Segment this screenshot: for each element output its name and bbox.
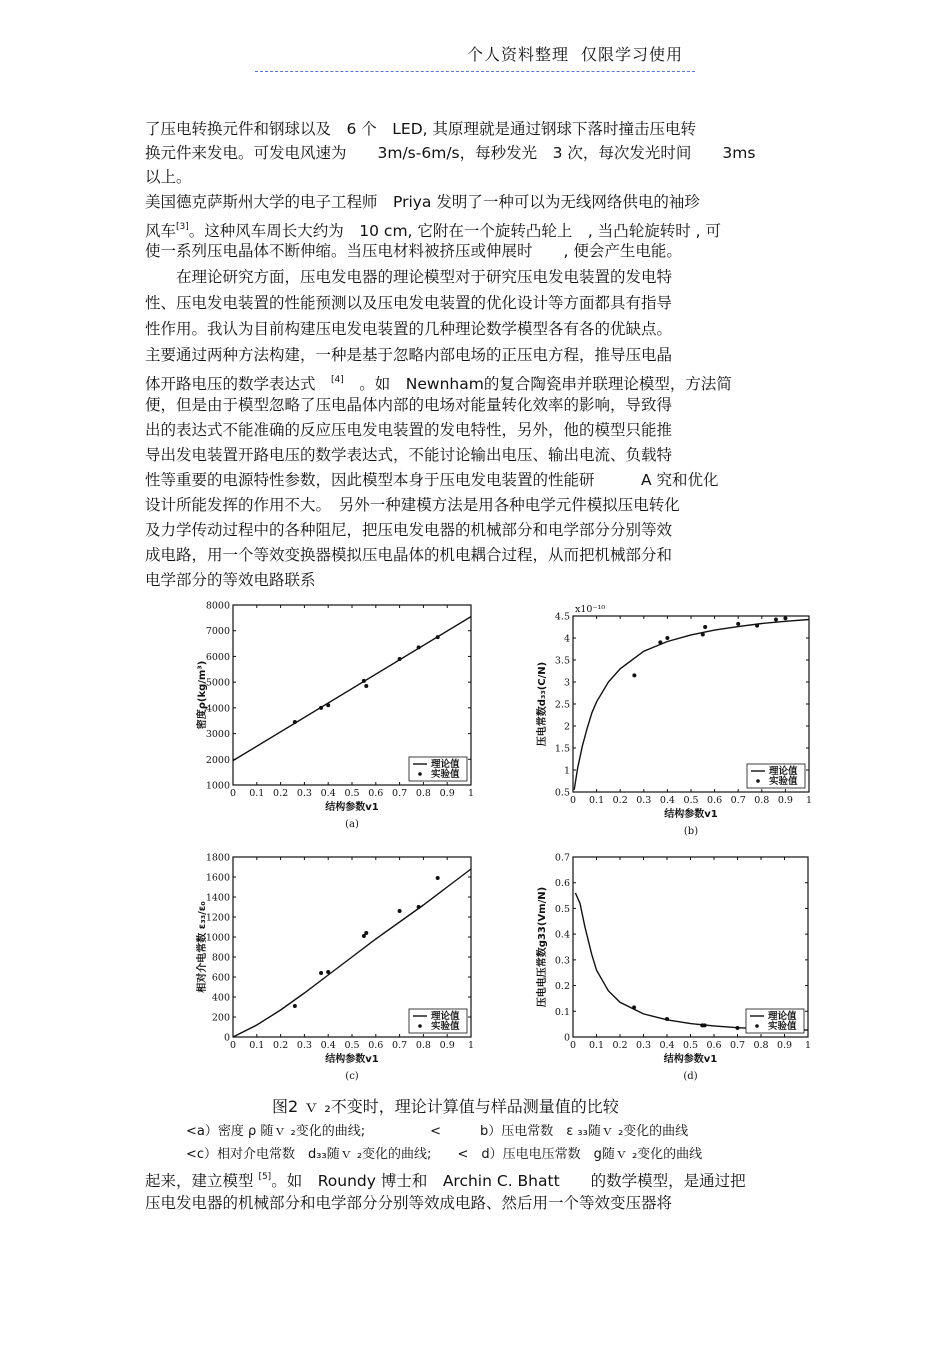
- x-tick-label: 0.4: [659, 795, 675, 806]
- experiment-point: [293, 1004, 297, 1008]
- x-tick-label: 1: [467, 1040, 475, 1051]
- x-tick-label: 0.9: [776, 1040, 793, 1051]
- y-tick-label: 800: [211, 952, 230, 964]
- experiment-point: [783, 616, 787, 620]
- y-tick-label: 2: [563, 721, 570, 733]
- experiment-point: [326, 970, 330, 974]
- x-tick-label: 0.2: [612, 795, 628, 806]
- experiment-point: [319, 971, 323, 975]
- page-header: [255, 42, 695, 72]
- experiment-point: [436, 635, 440, 639]
- paragraph-line: 压电发电器的机械部分和电学部分分别等效成电路、然后用一个等效变压器将: [145, 1194, 673, 1212]
- paragraph-line: 成电路，用一个等效变换器模拟压电晶体的机电耦合过程，从而把机械部分和: [145, 546, 673, 564]
- x-tick-label: 0.6: [707, 795, 723, 806]
- x-tick-label: 0.8: [415, 1040, 431, 1051]
- header-right-text: 仅限学习使用: [580, 45, 683, 64]
- paragraph-line: 电学部分的等效电路联系: [145, 571, 316, 589]
- x-tick-label: 0.1: [249, 1040, 265, 1051]
- figure-panel-a: [185, 598, 485, 838]
- x-tick-label: 0.9: [777, 795, 793, 806]
- experiment-point: [398, 909, 402, 913]
- y-tick-label: 200: [211, 1012, 230, 1024]
- experiment-point: [665, 636, 669, 640]
- paragraph-line: 导出发电装置开路电压的数学表达式，不能讨论输出电压、输出电流、负载特: [145, 446, 673, 464]
- x-tick-label: 0.7: [392, 788, 408, 799]
- x-tick-label: 0.6: [368, 788, 384, 799]
- x-tick-label: 0.1: [588, 1040, 605, 1051]
- y-tick-label: 5000: [205, 677, 230, 689]
- legend-experiment-label: 实验值: [431, 1021, 460, 1032]
- legend-experiment-label: 实验值: [431, 769, 460, 780]
- y-tick-label: 400: [211, 992, 230, 1004]
- experiment-point: [736, 1026, 740, 1030]
- x-tick-label: 0.5: [682, 1040, 699, 1051]
- experiment-point: [293, 720, 297, 724]
- y-tick-label: 0: [223, 1032, 230, 1044]
- y-tick-label: 1600: [205, 872, 230, 884]
- y-tick-label: 2.5: [554, 699, 570, 711]
- x-tick-label: 0.3: [296, 788, 312, 799]
- y-tick-label: 4.5: [554, 611, 570, 623]
- y-tick-label: 1800: [205, 852, 230, 864]
- paragraph-line: 性等重要的电源特性参数，因此模型本身于压电发电装置的性能研 A 究和优化: [145, 471, 719, 489]
- experiment-point: [398, 657, 402, 661]
- y-tick-label: 1000: [205, 932, 230, 944]
- experiment-point: [364, 684, 368, 688]
- x-tick-label: 0.7: [729, 1040, 746, 1051]
- paragraph-line: 风车[3]。这种风车周长大约为 10 cm, 它附在一个旋转凸轮上 , 当凸轮旋转时 , 可: [145, 222, 722, 240]
- experiment-point: [417, 905, 421, 909]
- y-exponent-label: x10⁻¹⁰: [575, 604, 606, 615]
- y-tick-label: 1: [563, 765, 570, 777]
- paragraph-line: 性、压电发电装置的性能预测以及压电发电装置的优化设计等方面都具有指导: [145, 294, 673, 312]
- x-tick-label: 0.2: [273, 1040, 289, 1051]
- legend-theory-label: 理论值: [431, 1011, 460, 1022]
- paragraph-line: 便，但是由于模型忽略了压电晶体内部的电场对能量转化效率的影响，导致得: [145, 396, 673, 414]
- experiment-point: [774, 618, 778, 622]
- x-tick-label: 0.3: [635, 1040, 652, 1051]
- x-tick-label: 0.3: [296, 1040, 312, 1051]
- paragraph-line: 使一系列压电晶体不断伸缩。当压电材料被挤压或伸展时 , 便会产生电能。: [145, 242, 682, 260]
- x-tick-label: 0.4: [320, 788, 336, 799]
- y-tick-label: 0.6: [554, 878, 570, 890]
- experiment-point: [362, 679, 366, 683]
- paragraph-line: 以上。: [145, 168, 192, 186]
- x-tick-label: 0.6: [368, 1040, 384, 1051]
- x-tick-label: 0.5: [344, 1040, 360, 1051]
- experiment-point: [665, 1017, 669, 1021]
- paragraph-line: 在理论研究方面，压电发电器的理论模型对于研究压电发电装置的发电特: [145, 268, 673, 286]
- legend-point-marker: [418, 772, 422, 776]
- legend-point-marker: [756, 779, 760, 783]
- x-tick-label: 0.3: [636, 795, 652, 806]
- figure-caption: 图2 ｖ ₂不变时，理论计算值与样品测量值的比较: [272, 1097, 619, 1116]
- y-tick-label: 8000: [205, 600, 230, 612]
- x-tick-label: 0.2: [273, 788, 289, 799]
- paragraph-line: 出的表达式不能准确的反应压电发电装置的发电特性，另外，他的模型只能推: [145, 421, 673, 439]
- y-tick-label: 0.2: [554, 981, 570, 993]
- y-tick-label: 1000: [205, 780, 230, 792]
- chart-d: [533, 848, 823, 1088]
- x-axis-label: 结构参数v1: [664, 809, 718, 820]
- panel-label: (c): [345, 1071, 359, 1082]
- x-tick-label: 0.1: [249, 788, 265, 799]
- experiment-point: [755, 624, 759, 628]
- legend-theory-label: 理论值: [768, 1011, 797, 1022]
- experiment-point: [703, 1023, 707, 1027]
- y-tick-label: 4: [563, 633, 570, 645]
- paragraph-line: 性作用。我认为目前构建压电发电装置的几种理论数学模型各有各的优缺点。: [145, 320, 673, 338]
- paragraph-line: 体开路电压的数学表达式 [4] 。如 Newnham的复合陶瓷串并联理论模型，方法简: [145, 375, 732, 393]
- legend-point-marker: [418, 1024, 422, 1028]
- paragraph-line: 设计所能发挥的作用不大。 另外一种建模方法是用各种电学元件模拟压电转化: [145, 496, 680, 514]
- experiment-point: [417, 645, 421, 649]
- paragraph-line: 起来，建立模型 [5]。如 Roundy 博士和 Archin C. Bhatt 的数学模型，是通过把: [145, 1172, 746, 1190]
- y-tick-label: 7000: [205, 626, 230, 638]
- y-tick-label: 3: [563, 677, 570, 689]
- paragraph-line: 了压电转换元件和钢球以及 6 个 LED, 其原理就是通过钢球下落时撞击压电转: [145, 120, 697, 138]
- experiment-point: [364, 931, 368, 935]
- y-axis-label: 密度ρ(kg/m³): [197, 660, 208, 730]
- panel-label: (d): [683, 1071, 698, 1082]
- y-tick-label: 0: [563, 1032, 570, 1044]
- chart-a: [185, 598, 485, 838]
- y-tick-label: 0.7: [554, 852, 570, 864]
- panel-label: (a): [345, 819, 359, 830]
- experiment-point: [736, 622, 740, 626]
- x-tick-label: 0.4: [320, 1040, 336, 1051]
- sub-caption-2: <c）相对介电常数 d₃₃随ｖ ₂变化的曲线; < d）压电电压常数 g随ｖ ₂变化的曲线: [186, 1147, 703, 1162]
- figure-panel-d: [533, 848, 823, 1088]
- figure-panel-b: [533, 598, 823, 842]
- x-tick-label: 0: [569, 795, 577, 806]
- y-tick-label: 0.5: [554, 903, 570, 915]
- x-tick-label: 1: [804, 1040, 812, 1051]
- x-tick-label: 0: [569, 1040, 577, 1051]
- experiment-point: [658, 640, 662, 644]
- x-tick-label: 0: [229, 788, 237, 799]
- x-tick-label: 0.5: [683, 795, 699, 806]
- legend-experiment-label: 实验值: [769, 776, 798, 787]
- x-tick-label: 1: [467, 788, 475, 799]
- y-axis-label: 压电常数d₃₃(C/N): [537, 661, 548, 747]
- experiment-point: [436, 876, 440, 880]
- legend-theory-label: 理论值: [431, 759, 460, 770]
- x-axis-label: 结构参数v1: [325, 1054, 379, 1065]
- x-tick-label: 0: [229, 1040, 237, 1051]
- theory-curve: [233, 617, 471, 761]
- y-tick-label: 0.5: [554, 787, 570, 799]
- y-tick-label: 0.4: [554, 929, 570, 941]
- x-tick-label: 0.9: [439, 1040, 455, 1051]
- experiment-point: [319, 706, 323, 710]
- y-tick-label: 2000: [205, 754, 230, 766]
- paragraph-line: 美国德克萨斯州大学的电子工程师 Priya 发明了一种可以为无线网络供电的袖珍: [145, 193, 700, 211]
- y-tick-label: 1200: [205, 912, 230, 924]
- x-tick-label: 0.4: [659, 1040, 675, 1051]
- x-tick-label: 0.7: [392, 1040, 408, 1051]
- legend-theory-label: 理论值: [769, 766, 798, 777]
- y-axis-label: 压电电压常数g33(Vm/N): [537, 886, 548, 1008]
- y-tick-label: 4000: [205, 703, 230, 715]
- x-tick-label: 0.6: [706, 1040, 722, 1051]
- y-tick-label: 1400: [205, 892, 230, 904]
- y-tick-label: 0.3: [554, 955, 570, 967]
- paragraph-line: 主要通过两种方法构建，一种是基于忽略内部电场的正压电方程，推导压电晶: [145, 346, 673, 364]
- experiment-point: [326, 703, 330, 707]
- x-tick-label: 0.5: [344, 788, 360, 799]
- legend-point-marker: [755, 1024, 759, 1028]
- experiment-point: [703, 625, 707, 629]
- y-tick-label: 0.1: [554, 1006, 570, 1018]
- experiment-point: [632, 1005, 636, 1009]
- x-tick-label: 1: [805, 795, 813, 806]
- sub-caption-1: <a）密度 ρ 随ｖ ₂变化的曲线; < b）压电常数 ε ₃₃随ｖ ₂变化的曲线: [186, 1124, 689, 1139]
- x-tick-label: 0.8: [754, 795, 770, 806]
- legend-experiment-label: 实验值: [768, 1021, 797, 1032]
- x-axis-label: 结构参数v1: [325, 802, 379, 813]
- y-tick-label: 3.5: [554, 655, 570, 667]
- chart-b: [533, 598, 823, 842]
- y-tick-label: 3000: [205, 729, 230, 741]
- experiment-point: [701, 632, 705, 636]
- x-tick-label: 0.1: [589, 795, 605, 806]
- x-axis-label: 结构参数v1: [663, 1054, 718, 1065]
- x-tick-label: 0.8: [415, 788, 431, 799]
- x-tick-label: 0.2: [612, 1040, 628, 1051]
- y-tick-label: 6000: [205, 651, 230, 663]
- y-axis-label: 相对介电常数 ε₃₃/ε₀: [197, 901, 208, 993]
- y-tick-label: 1.5: [554, 743, 570, 755]
- chart-c: [185, 848, 485, 1088]
- x-tick-label: 0.7: [730, 795, 746, 806]
- paragraph-line: 及力学传动过程中的各种阻尼，把压电发电器的机械部分和电学部分分别等效: [145, 521, 673, 539]
- paragraph-line: 换元件来发电。可发电风速为 3m/s-6m/s，每秒发光 3 次，每次发光时间 3ms: [145, 144, 756, 162]
- experiment-point: [632, 673, 636, 677]
- panel-label: (b): [683, 826, 699, 837]
- x-tick-label: 0.8: [753, 1040, 769, 1051]
- figure-panel-c: [185, 848, 485, 1088]
- y-tick-label: 600: [211, 972, 230, 984]
- header-left-text: 个人资料整理: [466, 45, 569, 64]
- x-tick-label: 0.9: [439, 788, 455, 799]
